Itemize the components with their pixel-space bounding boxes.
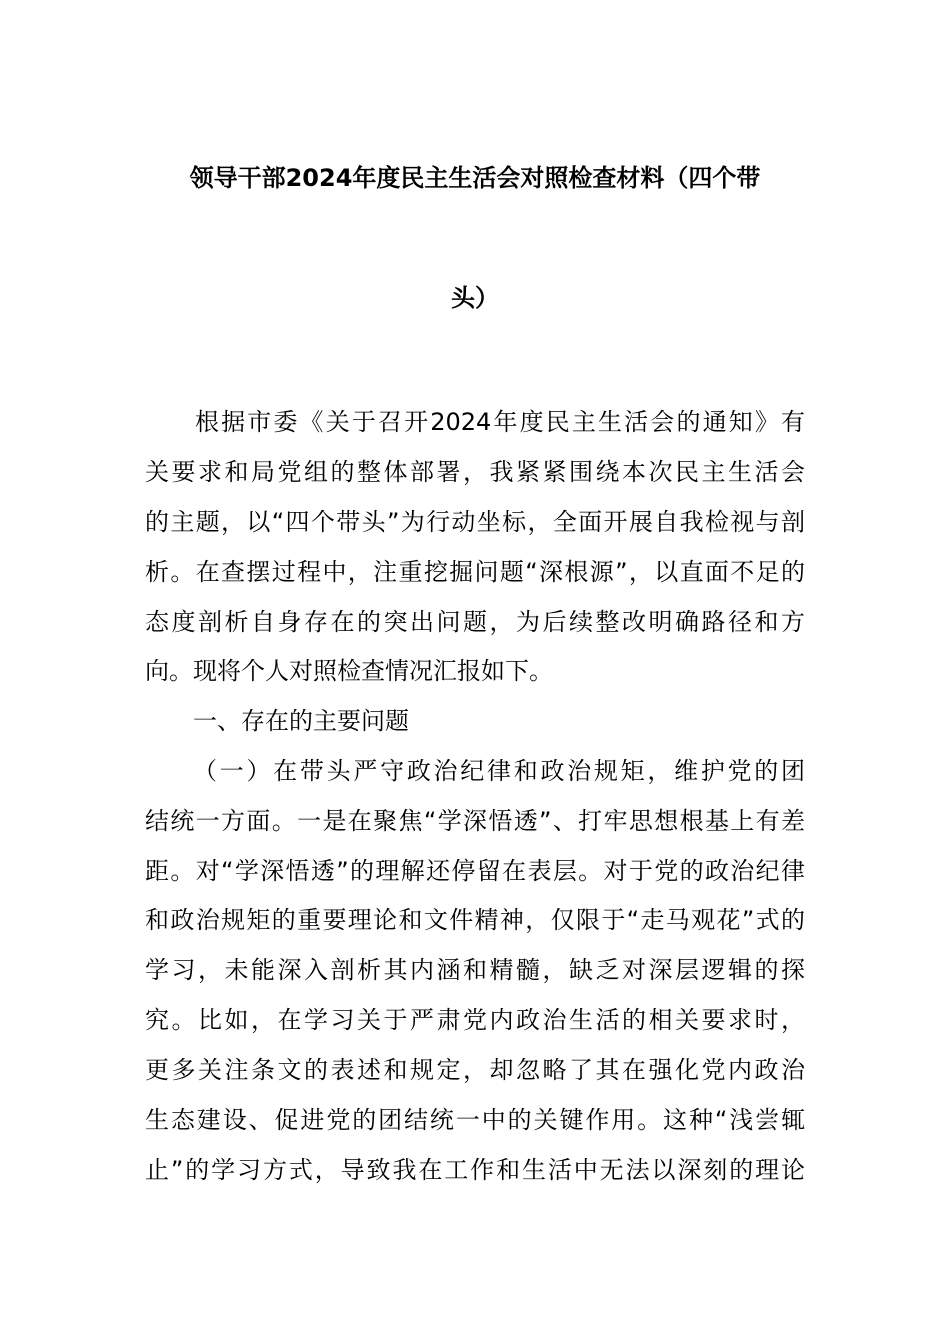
paragraph-2-line: 止”的学习方式，导致我在工作和生活中无法以深刻的理论 [145, 1156, 805, 1184]
paragraph-1-line: 关要求和局党组的整体部署，我紧紧围绕本次民主生活会 [145, 458, 805, 486]
paragraph-2-line: 结统一方面。一是在聚焦“学深悟透”、打牢思想根基上有差 [145, 807, 805, 835]
paragraph-1-line: 态度剖析自身存在的突出问题，为后续整改明确路径和方 [145, 608, 805, 636]
section-heading: 一、存在的主要问题 [193, 707, 409, 735]
document-title-line-2: 头） [451, 284, 499, 312]
paragraph-2-line: （一）在带头严守政治纪律和政治规矩，维护党的团 [193, 757, 805, 785]
document-title-line-1: 领导干部2024年度民主生活会对照检查材料（四个带 [189, 164, 761, 192]
paragraph-2-line: 更多关注条文的表述和规定，却忽略了其在强化党内政治 [145, 1056, 805, 1084]
paragraph-1-line: 向。现将个人对照检查情况汇报如下。 [145, 657, 553, 685]
paragraph-2-line: 究。比如，在学习关于严肃党内政治生活的相关要求时， [145, 1006, 805, 1034]
paragraph-1-line: 的主题，以“四个带头”为行动坐标，全面开展自我检视与剖 [145, 508, 805, 536]
paragraph-1-line: 根据市委《关于召开2024年度民主生活会的通知》有 [195, 408, 805, 436]
paragraph-2-line: 学习，未能深入剖析其内涵和精髓，缺乏对深层逻辑的探 [145, 956, 805, 984]
paragraph-2-line: 距。对“学深悟透”的理解还停留在表层。对于党的政治纪律 [145, 857, 805, 885]
paragraph-2-line: 生态建设、促进党的团结统一中的关键作用。这种“浅尝辄 [145, 1106, 805, 1134]
paragraph-2-line: 和政治规矩的重要理论和文件精神，仅限于“走马观花”式的 [145, 906, 805, 934]
paragraph-1-line: 析。在查摆过程中，注重挖掘问题“深根源”，以直面不足的 [145, 558, 805, 586]
